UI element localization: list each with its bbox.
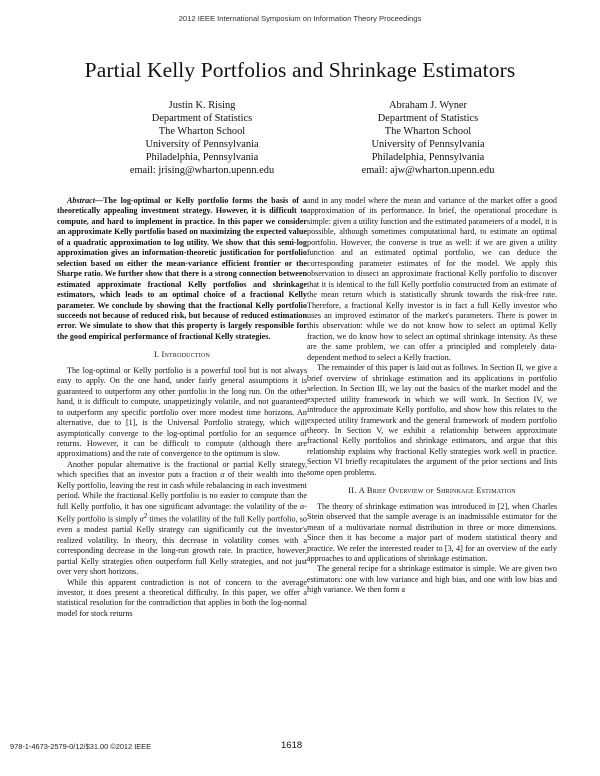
copyright-notice: 978-1-4673-2579-0/12/$31.00 ©2012 IEEE (10, 742, 152, 751)
author-block-2 (313, 99, 543, 177)
paper-title: Partial Kelly Portfolios and Shrinkage Estimators (84, 58, 516, 82)
intro-paragraph-3: While this apparent contradiction is not of concern to the average investor, it does present a theoretical difficulty. In this paper, we offer a statistical resolution for the contradiction that applies in both the log-normal model for stock returns (57, 577, 307, 618)
intro-paragraph-2: Another popular alternative is the fractional or partial Kelly strategy, which specifies that an investor puts a fraction α of their wealth into the Kelly portfolio, leaving the rest in cash while rebalancing in each investment period. While the fractional Kelly portfolio is no easier to compute than the full Kelly portfolio, it has one significant advantage: the volatility of the α-Kelly portfolio is simply $\alpha^2$ times the volatility of the full Kelly portfolio, so even a modest partial Kelly strategy can significantly cut the investor's realized volatility. In theory, this decrease in volatility comes with a corresponding decrease in the long-run growth rate. In practice, however, partial Kelly strategies often outperform full Kelly strategies, and not just over very short horizons. (57, 459, 307, 577)
author-block-1 (87, 99, 317, 177)
abstract (57, 196, 307, 342)
author-department: Department of Statistics (151, 113, 253, 124)
page-number: 1618 (281, 740, 303, 751)
section-title: A Brief Overview of Shrinkage Estimation (358, 486, 516, 496)
author-name: Justin K. Rising (168, 100, 236, 111)
section-heading-introduction (57, 350, 307, 360)
author-city: Philadelphia, Pennsylvania (371, 152, 485, 163)
author-university: University of Pennsylvania (145, 139, 259, 150)
author-email: email: jrising@wharton.upenn.edu (129, 165, 275, 176)
author-city: Philadelphia, Pennsylvania (145, 152, 259, 163)
section-numeral: I. (153, 350, 160, 360)
intro-paragraph-1: The log-optimal or Kelly portfolio is a powerful tool but is not always easy to apply. On the one hand, under fairly general assumptions it is guaranteed to outperform any other portfolio in the long run. On the other hand, it is difficult to compute, unappetizingly volatile, and not guaranteed to outperform any specific portfolio over more modest time horizons. An alternative, due to [1], is the Universal Portfolio strategy, which will asymptotically converge to the log-optimal portfolio for an sequence of returns. However, it can be difficult to compute (although there are approximations) and the rate of convergence to the optimum is slow. (57, 365, 307, 459)
author-school: The Wharton School (384, 126, 472, 137)
intro-paragraph-outline: The remainder of this paper is laid out as follows. In Section II, we give a brief overview of shrinkage estimation and its applications in portfolio selection. In Section III, we lay out the basics of the market model and the expected utility framework in which we will work. In Section IV, we introduce the approximate Kelly portfolio, and show how this relates to the expected utility framework and the general framework of modern portfolio theory. In Section V, we exhibit a relationship between approximate fractional Kelly portfolios and shrinkage estimators, and argue that this relationship explains why fractional Kelly strategies work well in practice. Section VI briefly recapitulates the argument of the prior sections and lists some open problems. (307, 363, 557, 477)
shrinkage-paragraph-2: The general recipe for a shrinkage estimator is simple. We are given two estimators: one with low variance and high bias, and one with low bias and high variance. We then form a (307, 564, 557, 595)
abstract-text: —The log-optimal or Kelly portfolio forms the basis of a theoretically appealing investment strategy. However, it is difficult to compute, and hard to implement in practice. In this paper we consider an approximate Kelly portfolio based on maximizing the expected value of a quadratic approximation to log utility. We show that this semi-log approximation gives an information-theoretic justification for portfolio selection based on either the mean-variance efficient frontier or the Sharpe ratio. We further show that there is a strong connection between estimated approximate fractional Kelly portfolios and shrinkage estimators, which leads to an optimal choice of a fractional Kelly parameter. We conclude by showing that the fractional Kelly portfolio succeeds not because of reduced risk, but because of reduced estimation error. We simulate to show that this property is largely responsible for the good empirical performance of fractional Kelly strategies. (57, 196, 307, 341)
author-name: Abraham J. Wyner (389, 100, 467, 111)
conference-header: 2012 IEEE International Symposium on Information Theory Proceedings (178, 14, 422, 23)
section-numeral: II. (348, 486, 357, 496)
section-title: Introduction (161, 350, 211, 360)
left-column (57, 196, 307, 619)
author-university: University of Pennsylvania (371, 139, 485, 150)
author-department: Department of Statistics (377, 113, 479, 124)
intro-paragraph-continued: and in any model where the mean and variance of the market offer a good approximation of its performance. In brief, the operational procedure is simple: given a utility function and the estimated parameters of a model, it is possible, although sometimes computational hard, to estimate an optimal portfolio. However, the converse is true as well: if we are given a utility function and an estimated optimal portfolio, we can deduce the corresponding parameter estimates of for the model. We apply this observation to dissect an approximate fractional Kelly portfolio to discover that it is identical to the full Kelly portfolio constructed from an estimate of the mean return which is statistically shrunk towards the risk-free rate. Therefore, a fractional Kelly investor is in fact a full Kelly investor who uses an improved estimator of the market's parameters. There is power in this observation: while we do not know how to select an optimal Kelly fraction, we do know how to select an optimal shrinkage intensity. As these are the same problem, we can offer a principled and completely data-dependent method to select a Kelly fraction. (307, 196, 557, 362)
right-column (307, 196, 557, 596)
author-email: email: ajw@wharton.upenn.edu (361, 165, 495, 176)
section-heading-shrinkage (307, 486, 557, 496)
shrinkage-paragraph-1: The theory of shrinkage estimation was introduced in [2], when Charles Stein observed that the sample average is an inadmissible estimator for the mean of a multivariate normal distribution in three or more dimensions. Since then it has become a major part of modern statistical theory and practice. We refer the interested reader to [3, 4] for an overview of the early approaches to and applications of shrinkage estimation. (307, 501, 557, 563)
author-school: The Wharton School (158, 126, 246, 137)
abstract-lead: Abstract (67, 196, 95, 205)
